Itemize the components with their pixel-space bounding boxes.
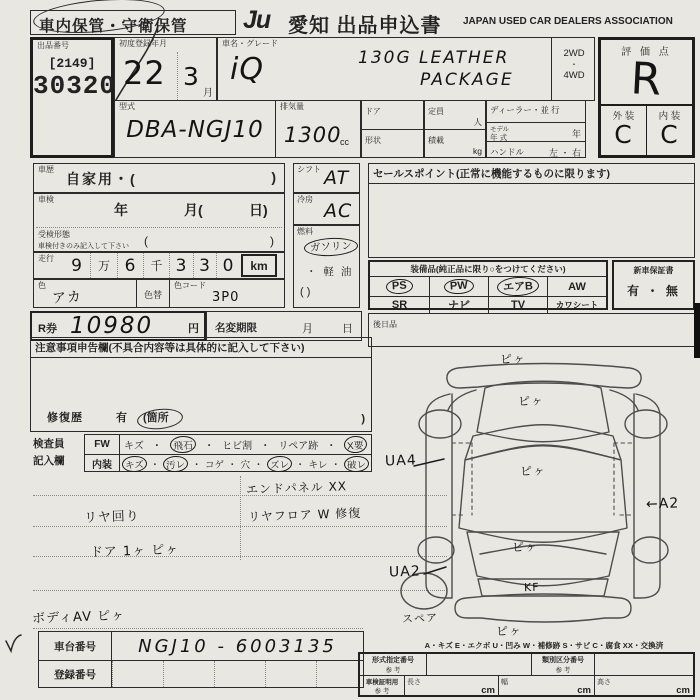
- color-value: アカ: [51, 288, 83, 308]
- class-number-value-cell: [595, 654, 693, 675]
- score-box: [598, 37, 695, 158]
- repair-history-paren: (箇所: [143, 412, 169, 424]
- first-registration-box: [114, 37, 217, 101]
- fuel-gasoline: ガソリン: [304, 237, 359, 258]
- sep-dot: ・: [150, 459, 160, 471]
- first-registration-label: 初度登録年月: [119, 39, 167, 48]
- load-unit: kg: [473, 146, 482, 156]
- inspector-label-1: 検査員: [33, 438, 65, 450]
- inspector-row2-head: 内装: [85, 455, 120, 472]
- sep-dot: ・: [326, 441, 337, 452]
- drive-2wd: 2WD: [563, 48, 585, 59]
- note-rear-area: リヤ回り: [83, 509, 141, 526]
- sales-point-box: [368, 163, 695, 258]
- cert-label: 車検証明用: [365, 679, 399, 686]
- note-end-panel: エンドパネル XX: [245, 479, 348, 497]
- capacity-label: 定員: [428, 107, 444, 116]
- equip-item-aw: AW: [547, 277, 606, 297]
- notice-box: [30, 337, 372, 432]
- mark-ua2: UA2: [388, 563, 422, 581]
- ac-value: AC: [324, 200, 353, 222]
- equipment-box: [368, 260, 608, 310]
- class-number-label: 類別区分番号: [542, 657, 584, 664]
- note-divider: [240, 476, 241, 560]
- juken-label: 受検形態: [38, 230, 70, 239]
- model-year-cell: [487, 123, 585, 142]
- sep-dot: ・: [227, 459, 238, 471]
- reference-row1: [360, 654, 693, 676]
- dealer-col: [486, 100, 586, 158]
- model-year-label1: モデル: [490, 126, 510, 133]
- inspector-row-fw: [85, 435, 371, 455]
- car-name-label: 車名・グレード: [222, 39, 278, 48]
- interior-cell: [647, 106, 692, 157]
- ac-box: [293, 193, 360, 225]
- mark-ua4: UA4: [384, 452, 418, 470]
- repaint-cell: [136, 280, 170, 307]
- inspector-row-interior: [85, 455, 371, 472]
- chassis-label: 車台番号: [39, 632, 112, 660]
- equip-item-navi: ナビ: [429, 297, 488, 313]
- car-name-box: [217, 37, 595, 101]
- color-label: 色: [38, 281, 46, 290]
- door-label: ドア: [365, 107, 381, 116]
- juken-note: 車検付きのみ記入して下さい: [38, 243, 129, 250]
- grade-line2: PACKAGE: [420, 70, 514, 90]
- insp-item-circled: 破レ: [344, 455, 370, 472]
- mileage-box: [33, 252, 285, 279]
- sep-dot: ・: [204, 441, 215, 452]
- insp-item-circled: キズ: [121, 455, 147, 472]
- mark-rear-glass: ピヶ: [511, 539, 539, 555]
- repair-history-close: ): [361, 413, 365, 425]
- plate-row: [39, 661, 363, 687]
- shaken-day: 日): [249, 202, 268, 218]
- sep-dot: ・: [191, 459, 202, 471]
- warranty-label: 新車保証書: [633, 266, 674, 275]
- r-ticket-label: R券: [38, 323, 57, 335]
- mark-a2: ←A2: [645, 495, 680, 513]
- fuel-paren: ( ): [300, 286, 311, 298]
- width-unit: cm: [577, 685, 591, 696]
- note-line: [33, 590, 447, 591]
- inspector-label: [33, 436, 83, 470]
- shape-label: 形状: [365, 136, 381, 145]
- fuel-box: [293, 225, 360, 308]
- shaken-year: 年: [114, 202, 128, 218]
- exhibit-number-label: 出品番号: [37, 41, 69, 50]
- insp-item: キレ: [308, 459, 328, 471]
- ac-label: 冷房: [297, 195, 313, 204]
- mileage-km-unit: km: [241, 254, 277, 277]
- shift-label: シフト: [297, 165, 321, 174]
- shape-cell: [362, 130, 423, 148]
- score-label: 評 価 点: [621, 47, 672, 58]
- mileage-digit: 6: [117, 253, 143, 278]
- insp-item: ヒビ割: [222, 441, 253, 452]
- shift-value: AT: [324, 167, 350, 189]
- mileage-unit-sen: 千: [143, 253, 169, 278]
- history-box: [33, 163, 285, 193]
- capacity-cell: [425, 101, 485, 130]
- inspector-label-2: 記入欄: [33, 454, 65, 467]
- insp-item: コゲ: [204, 459, 224, 471]
- name-change-label: 名変期限: [215, 322, 257, 334]
- sep-dot: ・: [295, 459, 305, 471]
- mark-front-bumper: ピヶ: [499, 351, 527, 367]
- damage-legend: A・キズ E・エクボ U・凹み W・補修跡 S・サビ C・腐食 XX・交換済: [424, 641, 664, 650]
- chassis-table: [38, 631, 364, 688]
- later-items-box: [368, 313, 695, 347]
- model-year-label2: 年 式: [490, 133, 508, 142]
- model-year-unit: 年: [571, 129, 581, 139]
- type-number-value-cell: [427, 654, 532, 675]
- drive-dot: ・: [570, 60, 578, 69]
- color-box: [33, 279, 285, 308]
- equip-item-tv: TV: [488, 297, 547, 313]
- registration-month: 3: [183, 62, 200, 91]
- ext-int-row: [601, 104, 692, 157]
- handle-cell: [487, 142, 585, 160]
- capacity-unit: 人: [473, 117, 482, 127]
- color-code-label: 色コード: [174, 281, 206, 290]
- fuel-label: 燃料: [297, 227, 313, 236]
- interior-grade: C: [660, 120, 679, 149]
- name-change-month: 月: [302, 323, 313, 335]
- type-number-sub: 参 考: [385, 667, 401, 674]
- length-label: 長さ: [407, 679, 421, 686]
- mileage-digit: 9: [71, 255, 83, 276]
- divider: [36, 227, 282, 228]
- handle-value: 左 ・ 右: [548, 148, 581, 158]
- equip-item-airbag: エアB: [488, 277, 547, 297]
- insp-item-circled: 汚レ: [163, 455, 189, 472]
- grade-line1: 130G LEATHER: [358, 48, 510, 68]
- car-name-value: iQ: [230, 52, 264, 87]
- insp-item: リペア跡: [278, 441, 319, 452]
- sep-dot: ・: [253, 459, 264, 471]
- chassis-value: NGJ10 - 6003135: [138, 635, 337, 657]
- fuel-diesel: ・ 軽 油: [306, 266, 354, 278]
- model-code-value: DBA-NGJ10: [126, 117, 264, 144]
- history-close: ): [271, 169, 276, 185]
- shaken-month: 月(: [184, 202, 203, 218]
- insp-item-circled: ズレ: [266, 455, 292, 472]
- displacement-box: [275, 100, 361, 158]
- month-suffix: 月: [203, 88, 213, 99]
- mark-roof: ピヶ: [519, 463, 547, 479]
- displacement-label: 排気量: [280, 102, 304, 111]
- juken-close: ): [270, 234, 274, 248]
- chassis-row: [39, 632, 363, 661]
- note-door: ドア 1ヶ ピヶ: [89, 542, 180, 561]
- interior-label: 内 装: [658, 111, 681, 122]
- insp-item: キズ: [124, 441, 144, 452]
- equipment-label: 装備品(純正品に限り○をつけてください): [370, 262, 606, 277]
- drive-type-col: [551, 38, 596, 100]
- name-change-day: 日: [342, 323, 353, 335]
- mark-kf: KF: [523, 580, 540, 595]
- storage-header-label: 車内保管・守衛保管: [39, 18, 188, 35]
- association-name: JAPAN USED CAR DEALERS ASSOCIATION: [463, 16, 673, 27]
- cert-sub: 参 考: [374, 688, 390, 695]
- shaken-box: [33, 193, 285, 252]
- warranty-box: [612, 260, 695, 310]
- type-number-label: 形式指定番号: [372, 657, 414, 664]
- exhibit-lane-code: [2149]: [48, 56, 96, 72]
- warranty-value: 有 ・ 無: [627, 284, 680, 298]
- repaint-label: 色替: [143, 290, 162, 300]
- exterior-label: 外 装: [612, 111, 635, 122]
- note-line: [33, 628, 363, 629]
- r-ticket-value: 10980: [70, 313, 154, 339]
- height-label: 高さ: [597, 679, 611, 686]
- notice-label: 注意事項申告欄(不具合内容等は具体的に記入して下さい): [31, 338, 371, 358]
- sales-point-label: セールスポイント(正常に機能するものに限ります): [369, 164, 694, 184]
- history-value: 自家用・(: [66, 171, 137, 187]
- load-cell: [425, 130, 485, 157]
- model-code-box: [114, 100, 276, 158]
- scan-artifact-bar: [694, 303, 700, 358]
- dealer-label: ディーラー・並 行: [487, 101, 585, 123]
- equip-item-ps: PS: [370, 277, 429, 297]
- exhibit-number-box: [30, 37, 117, 158]
- handle-label: ハンドル: [490, 147, 525, 157]
- equip-item-sr: SR: [391, 299, 408, 311]
- displacement-value: 1300: [284, 123, 342, 147]
- mileage-unit-man: 万: [90, 253, 117, 278]
- shift-box: [293, 163, 360, 193]
- door-shape-col: [361, 100, 424, 158]
- insp-item-circled: X要: [344, 435, 368, 453]
- shaken-label: 車検: [38, 195, 54, 204]
- sep-dot: ・: [260, 441, 271, 452]
- width-label: 幅: [501, 679, 508, 686]
- length-unit: cm: [481, 685, 495, 696]
- note-rear-floor: リヤフロア W 修復: [247, 506, 362, 524]
- note-body: ボディAV ピヶ: [31, 608, 126, 627]
- drive-4wd: 4WD: [563, 70, 585, 81]
- displacement-unit: cc: [340, 137, 349, 147]
- mileage-label: 走行: [38, 254, 54, 263]
- load-label: 積載: [428, 136, 444, 145]
- class-number-sub: 参 考: [555, 667, 571, 674]
- mileage-digit: 3: [193, 253, 216, 278]
- insp-item-circled: 飛石: [170, 435, 197, 453]
- mileage-digit: 3: [169, 253, 193, 278]
- later-items-label: 後日品: [373, 320, 397, 329]
- mark-rear-bumper: ピヶ: [495, 623, 523, 639]
- inspector-grid: [84, 434, 372, 472]
- equipment-grid: [370, 277, 606, 311]
- mark-hood: ピヶ: [517, 393, 545, 409]
- equip-item-pw: PW: [429, 277, 488, 297]
- divider: [177, 52, 178, 100]
- color-code-value: 3P0: [212, 290, 240, 305]
- reference-table: [358, 652, 695, 697]
- reference-row2: [360, 676, 693, 697]
- capacity-load-col: [424, 100, 486, 158]
- mark-spare-label: スペア: [401, 611, 439, 626]
- ju-logo: Ju: [243, 6, 271, 34]
- model-code-label: 型式: [119, 102, 135, 111]
- repair-history-yes: 有: [116, 412, 127, 424]
- exterior-grade: C: [614, 120, 633, 149]
- exhibit-number-value: 30320: [33, 71, 117, 102]
- form-title: 愛知 出品申込書: [288, 15, 442, 37]
- equip-item-leather: カワシート: [547, 297, 606, 313]
- registration-year: 22: [123, 54, 166, 92]
- exterior-cell: [601, 106, 647, 157]
- juken-open: (: [144, 234, 148, 248]
- history-label: 車歴: [38, 165, 54, 174]
- r-ticket-unit: 円: [188, 323, 199, 335]
- height-unit: cm: [676, 685, 690, 696]
- mileage-digit: 0: [216, 253, 240, 278]
- plate-label: 登録番号: [39, 661, 112, 687]
- inspector-row1-head: FW: [85, 435, 120, 454]
- insp-item: 穴: [240, 459, 251, 471]
- score-value: R: [629, 53, 664, 106]
- sep-dot: ・: [151, 441, 162, 452]
- sep-dot: ・: [331, 459, 341, 471]
- door-cell: [362, 101, 423, 130]
- repair-history-label: 修復歴: [47, 412, 83, 424]
